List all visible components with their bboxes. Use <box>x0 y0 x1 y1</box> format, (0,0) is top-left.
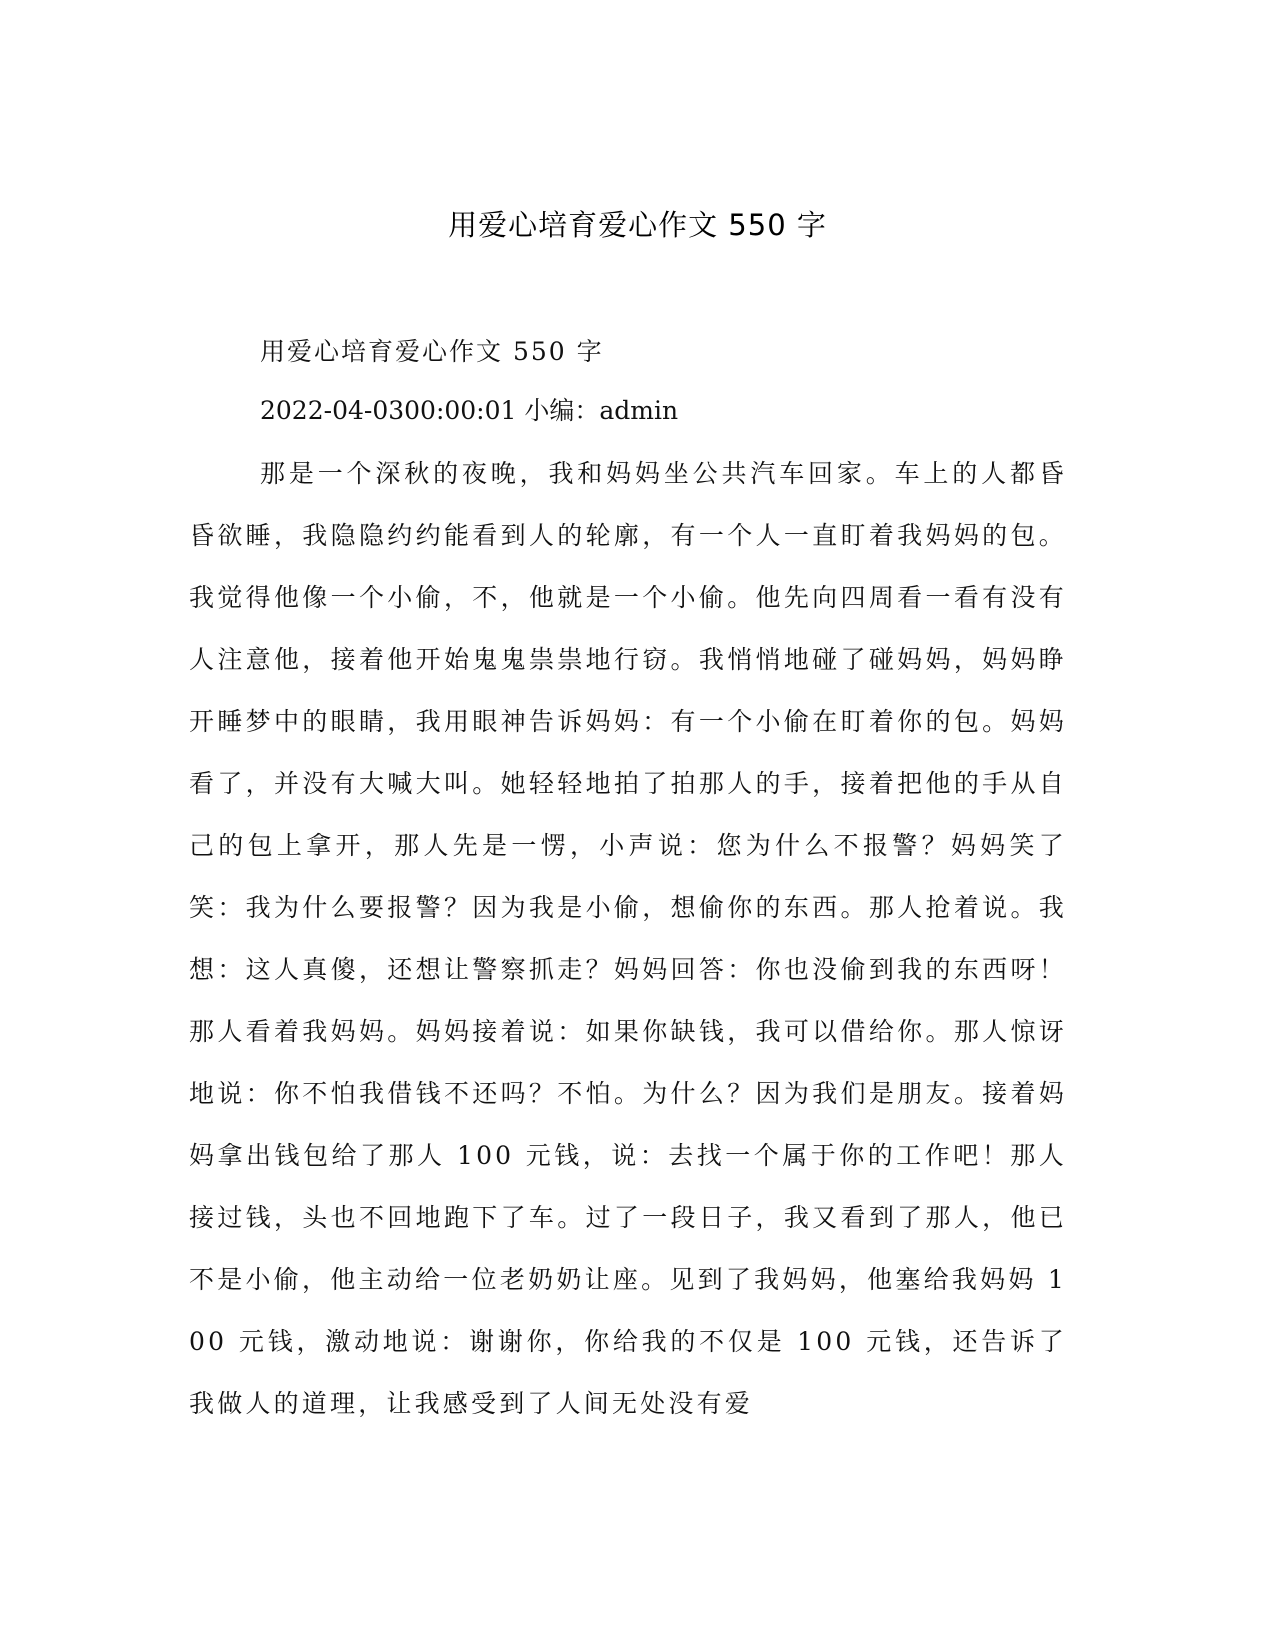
body-paragraph: 那是一个深秋的夜晚，我和妈妈坐公共汽车回家。车上的人都昏昏欲睡，我隐隐约约能看到人的轮廓，有一个人一直盯着我妈妈的包。我觉得他像一个小偷，不，他就是一个小偷。他先向四周看一看有没有人注意他，接着他开始鬼鬼祟祟地行窃。我悄悄地碰了碰妈妈，妈妈睁开睡梦中的眼睛，我用眼神告诉妈妈：有一个小偷在盯着你的包。妈妈看了，并没有大喊大叫。她轻轻地拍了拍那人的手，接着把他的手从自己的包上拿开，那人先是一愣，小声说：您为什么不报警？妈妈笑了笑：我为什么要报警？因为我是小偷，想偷你的东西。那人抢着说。我想：这人真傻，还想让警察抓走？妈妈回答：你也没偷到我的东西呀！那人看着我妈妈。妈妈接着说：如果你缺钱，我可以借给你。那人惊讶地说：你不怕我借钱不还吗？不怕。为什么？因为我们是朋友。接着妈妈拿出钱包给了那人 100 元钱，说：去找一个属于你的工作吧！那人接过钱，头也不回地跑下了车。过了一段日子，我又看到了那人，他已不是小偷，他主动给一位老奶奶让座。见到了我妈妈，他塞给我妈妈 100 元钱，激动地说：谢谢你，你给我的不仅是 100 元钱，还告诉了我做人的道理，让我感受到了人间无处没有爱 <box>189 459 1067 1418</box>
document-dateline: 2022-04-0300:00:01 小编：admin <box>260 396 679 425</box>
document-title: 用爱心培育爱心作文 550 字 <box>448 208 827 242</box>
document-subtitle: 用爱心培育爱心作文 550 字 <box>260 337 604 366</box>
